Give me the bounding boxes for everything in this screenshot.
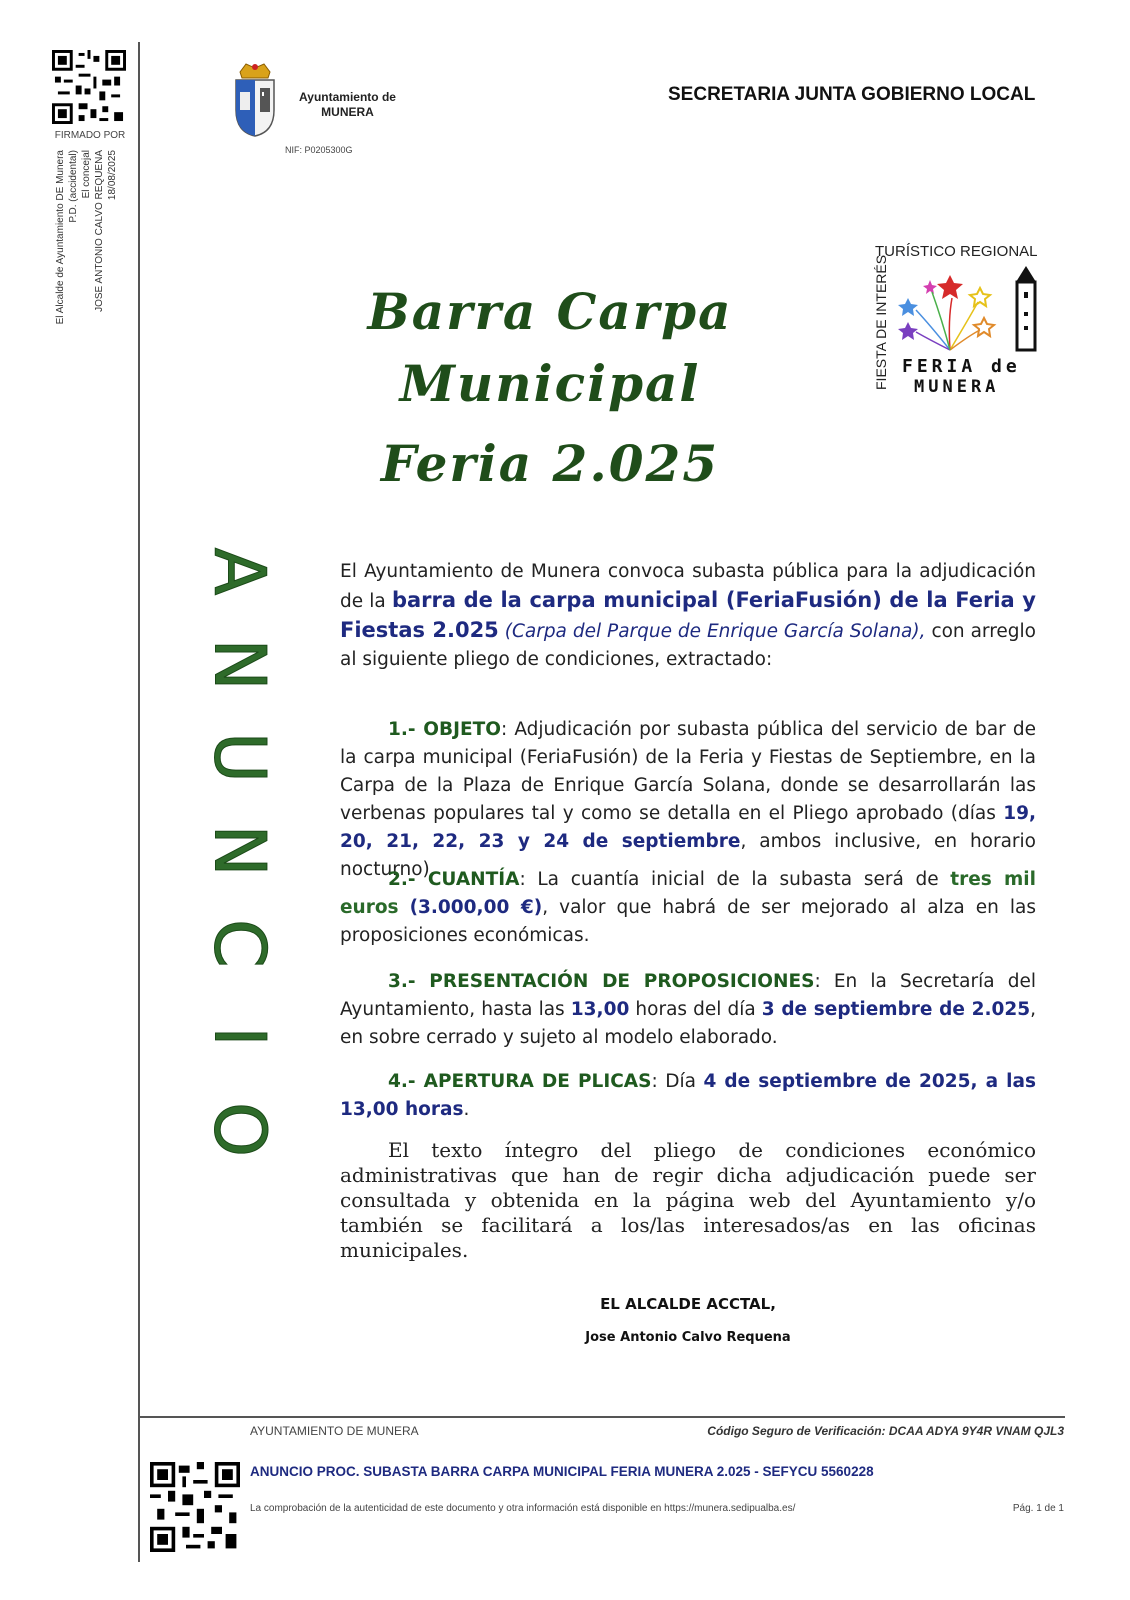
- objeto-dates: 19, 20, 21, 22, 23 y 24 de septiembre: [340, 803, 1036, 852]
- texto-integro: El texto íntegro del pliego de condiciones económico administrativas que han de regir dicha adjudicación puede ser consultada y obtenida en la página web del Ayuntamiento y/o también se facilitará a los/las interesados/as en las oficinas municipales.: [340, 1138, 1036, 1262]
- presentacion-hour: 13,00: [570, 999, 630, 1020]
- objeto-text-end: , ambos inclusive, en horario nocturno).: [340, 831, 1036, 880]
- signer-line: El concejal: [81, 150, 92, 199]
- department-heading: SECRETARIA JUNTA GOBIERNO LOCAL: [668, 84, 1036, 105]
- intro-italic: (Carpa del Parque de Enrique García Solana),: [498, 621, 926, 642]
- feria-munera-logo: [873, 240, 1060, 400]
- footer-ayuntamiento: AYUNTAMIENTO DE MUNERA: [250, 1424, 419, 1438]
- signer-line: P.D. (accidental): [68, 150, 79, 223]
- cuantia-amount-words: tres mil euros: [340, 869, 1036, 918]
- signer-line: 18/08/2025: [107, 150, 118, 201]
- title-line3: Feria 2.025: [380, 434, 720, 493]
- presentacion-date: 3 de septiembre de 2.025: [761, 999, 1031, 1020]
- anuncio-letter: I: [198, 1026, 281, 1047]
- title-line1: Barra Carpa: [367, 282, 733, 341]
- logo-top-text: TURÍSTICO REGIONAL: [875, 243, 1038, 260]
- objeto-title: 1.- OBJETO: [388, 719, 501, 740]
- cuantia-text-end: , valor que habrá de ser mejorado al alza en las proposiciones económicas.: [340, 897, 1036, 946]
- footer-doc-title: ANUNCIO PROC. SUBASTA BARRA CARPA MUNICIPAL FERIA MUNERA 2.025 - SEFYCU 5560228: [250, 1464, 874, 1479]
- apertura-date: 4 de septiembre de 2025, a las 13,00 horas: [340, 1071, 1036, 1120]
- ayuntamiento-label: [290, 90, 405, 120]
- signature-role: EL ALCALDE ACCTAL,: [600, 1295, 776, 1313]
- anuncio-vertical-heading: [198, 525, 281, 1176]
- anuncio-letter: C: [198, 919, 281, 968]
- objeto-text: : Adjudicación por subasta pública del servicio de bar de la carpa municipal (FeriaFusión) de la Feria y Fiestas de Septiembre, en la Carpa de la Plaza de Enrique García Solana, donde se desarrollarán las verbenas populares tal y como se detalla en el Pliego aprobado (días: [340, 719, 1036, 824]
- texto-integro-paragraph: [340, 1138, 1036, 1263]
- presentacion-text: : En la Secretaría del Ayuntamiento, hasta las: [340, 971, 1036, 1020]
- intro-text-end: con arreglo al siguiente pliego de condiciones, extractado:: [340, 621, 1036, 670]
- item-presentacion: [340, 968, 1036, 1052]
- logo-line2: MUNERA: [914, 377, 1000, 397]
- logo-line1: FERIA de: [902, 356, 1021, 377]
- anuncio-letter: O: [198, 1101, 281, 1158]
- item-apertura: [340, 1068, 1036, 1124]
- signer-block: [54, 150, 119, 350]
- apertura-number: 4.: [388, 1071, 408, 1092]
- anuncio-letter: N: [198, 824, 281, 877]
- apertura-text-end: .: [463, 1099, 470, 1120]
- presentacion-title: 3.- PRESENTACIÓN DE PROPOSICIONES: [388, 971, 815, 992]
- anuncio-letter: A: [198, 547, 281, 596]
- apertura-title: - APERTURA DE PLICAS: [407, 1071, 652, 1092]
- footer-divider: [140, 1416, 1065, 1418]
- footer-csv: Código Seguro de Verificación: DCAA ADYA 9Y4R VNAM QJL3: [707, 1424, 1064, 1438]
- left-divider: [138, 42, 140, 1562]
- signature-name: Jose Antonio Calvo Requena: [585, 1330, 791, 1345]
- qr-code-top: [52, 50, 126, 124]
- anuncio-letter: U: [198, 731, 281, 784]
- intro-highlight: barra de la carpa municipal (FeriaFusión) de la Feria y Fiestas 2.025: [340, 588, 1036, 642]
- firmado-por-label: FIRMADO POR: [54, 130, 126, 141]
- cuantia-text: : La cuantía inicial de la subasta será de: [519, 869, 951, 890]
- coat-of-arms-icon: [232, 62, 278, 138]
- presentacion-text-end: , en sobre cerrado y sujeto al modelo elaborado.: [340, 999, 1036, 1048]
- ayuntamiento-line2: MUNERA: [321, 105, 374, 119]
- footer-verification-note: La comprobación de la autenticidad de este documento y otra información está disponible en https://munera.sedipualba.es/: [250, 1503, 796, 1514]
- signer-line: El Alcalde de Ayuntamiento DE Munera: [55, 150, 66, 325]
- qr-code-bottom: [150, 1462, 240, 1552]
- item-cuantia: [340, 866, 1036, 950]
- apertura-text: : Día: [651, 1071, 704, 1092]
- presentacion-text2: horas del día: [629, 999, 762, 1020]
- intro-paragraph: [340, 558, 1036, 674]
- logo-side-text: FIESTA DE INTERÉS: [873, 254, 889, 390]
- item-objeto: [340, 716, 1036, 884]
- signer-line: JOSE ANTONIO CALVO REQUENA: [94, 150, 105, 312]
- cuantia-title: 2.- CUANTÍA: [388, 869, 520, 890]
- ayuntamiento-line1: Ayuntamiento de: [299, 90, 396, 104]
- fireworks-icon: [898, 275, 994, 350]
- cuantia-amount: (3.000,00 €): [409, 897, 543, 918]
- tower-icon: [1016, 266, 1036, 350]
- anuncio-letter: N: [198, 638, 281, 691]
- intro-text: El Ayuntamiento de Munera convoca subasta pública para la adjudicación de la: [340, 561, 1036, 612]
- footer-page-number: Pág. 1 de 1: [1012, 1503, 1064, 1514]
- nif-label: NIF: P0205300G: [285, 145, 353, 155]
- title-line2: Municipal: [399, 354, 701, 413]
